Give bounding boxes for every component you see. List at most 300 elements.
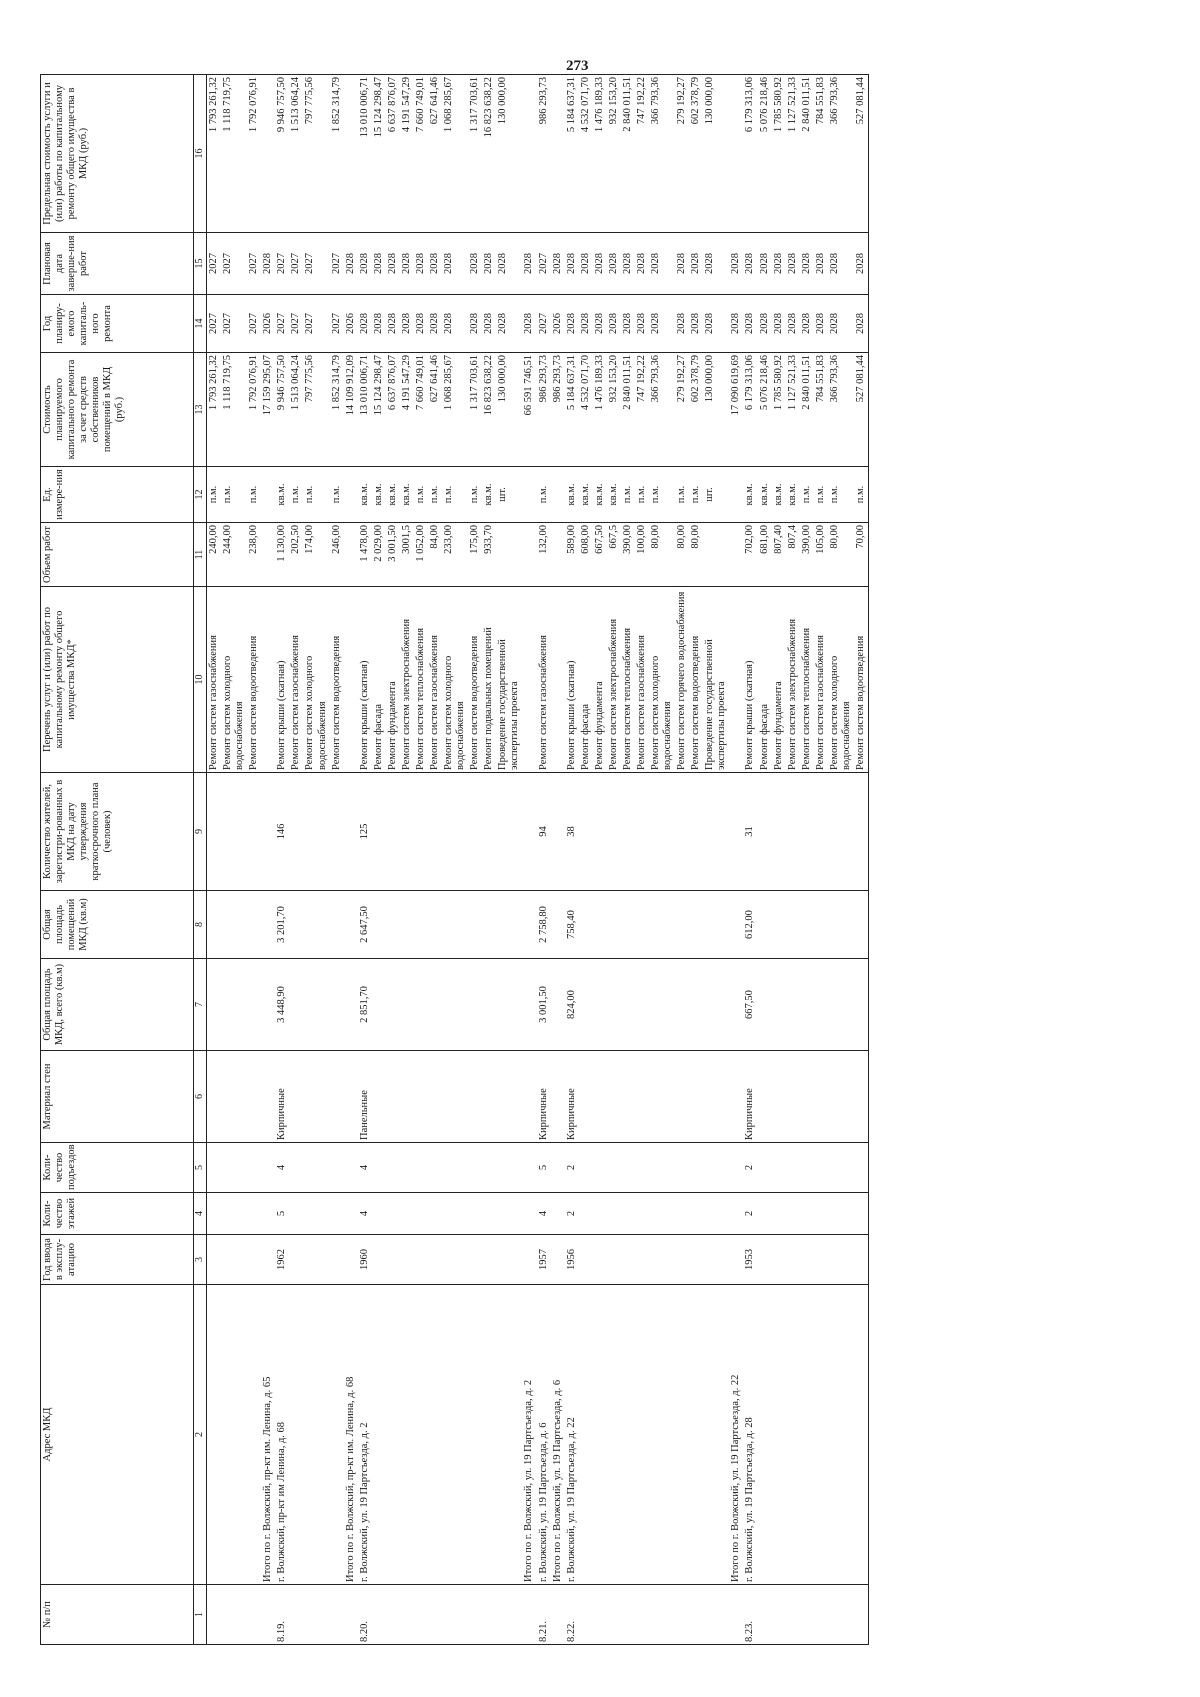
cell-floors (496, 1193, 522, 1235)
table-row (772, 75, 786, 1645)
cell-entrances (593, 1143, 607, 1193)
cell-repair-year: 2028 (468, 295, 482, 353)
cell-work-type: Ремонт фасада (372, 587, 386, 773)
column-number: 3 (194, 1235, 207, 1285)
cell-floors (414, 1193, 428, 1235)
cell-address (482, 1285, 496, 1585)
cell-unit: п.м. (428, 467, 442, 523)
cell-index: 8.19. (275, 1585, 289, 1645)
cell-wall-material (675, 1051, 689, 1143)
cell-residents (372, 773, 386, 891)
cell-wall-material: Кирпичные (537, 1051, 551, 1143)
cell-unit: п.м. (303, 467, 329, 523)
header-cell: Плановая дата заверше-ния работ (41, 233, 194, 295)
cell-address: Итого по г. Волжский, ул. 19 Партсъезда, д. 2 (522, 1285, 536, 1585)
cell-unit (261, 467, 275, 523)
cell-entrances (703, 1143, 729, 1193)
cell-repair-year: 2027 (330, 295, 344, 353)
cell-wall-material (828, 1051, 854, 1143)
cell-residents (330, 773, 344, 891)
cell-volume: 80,00 (675, 523, 689, 587)
cell-address: Итого по г. Волжский, пр-кт им. Ленина, д. 68 (344, 1285, 358, 1585)
cell-total-area: 824,00 (565, 959, 579, 1051)
cell-cost: 627 641,46 (428, 353, 442, 467)
cell-entrances (772, 1143, 786, 1193)
cell-wall-material (621, 1051, 635, 1143)
cell-unit: п.м. (442, 467, 468, 523)
cell-unit: кв.м. (275, 467, 289, 523)
cell-address (428, 1285, 442, 1585)
cell-index: 8.22. (565, 1585, 579, 1645)
cell-cost: 7 660 749,01 (414, 353, 428, 467)
cell-max-cost: 1 513 064,24 (289, 75, 303, 233)
cell-floors (221, 1193, 247, 1235)
cell-repair-year: 2028 (442, 295, 468, 353)
cell-entrances (854, 1143, 869, 1193)
cell-residents (675, 773, 689, 891)
cell-cost: 4 532 071,70 (579, 353, 593, 467)
cell-total-area (386, 959, 400, 1051)
cell-premises-area (496, 891, 522, 959)
cell-completion-date: 2028 (372, 233, 386, 295)
cell-unit: п.м. (621, 467, 635, 523)
cell-max-cost: 797 775,56 (303, 75, 329, 233)
cell-total-area (621, 959, 635, 1051)
cell-unit: п.м. (414, 467, 428, 523)
cell-address (303, 1285, 329, 1585)
cell-unit: кв.м. (400, 467, 414, 523)
table-row (468, 75, 482, 1645)
cell-unit (344, 467, 358, 523)
cell-address (579, 1285, 593, 1585)
cell-unit: п.м. (330, 467, 344, 523)
cell-residents (786, 773, 800, 891)
cell-completion-date: 2028 (786, 233, 800, 295)
cell-address (593, 1285, 607, 1585)
cell-premises-area (372, 891, 386, 959)
cell-year-built: 1962 (275, 1235, 289, 1285)
cell-work-type: Ремонт фасада (579, 587, 593, 773)
cell-index (428, 1585, 442, 1645)
cell-work-type: Ремонт систем водоотведения (247, 587, 261, 773)
cell-floors (551, 1193, 565, 1235)
cell-work-type: Ремонт систем холодного водоснабжения (221, 587, 247, 773)
cell-address: Итого по г. Волжский, ул. 19 Партсъезда, д. 22 (729, 1285, 743, 1585)
cell-total-area (344, 959, 358, 1051)
cell-index (675, 1585, 689, 1645)
cell-entrances (649, 1143, 675, 1193)
cell-floors: 2 (565, 1193, 579, 1235)
cell-wall-material (414, 1051, 428, 1143)
cell-completion-date: 2028 (800, 233, 814, 295)
cell-unit: п.м. (247, 467, 261, 523)
cell-work-type: Ремонт фундамента (593, 587, 607, 773)
cell-repair-year: 2028 (729, 295, 743, 353)
header-cell: Ед. измере-ния (41, 467, 194, 523)
cell-cost: 9 946 757,50 (275, 353, 289, 467)
cell-wall-material (482, 1051, 496, 1143)
cell-repair-year: 2028 (593, 295, 607, 353)
cell-year-built (621, 1235, 635, 1285)
cell-repair-year: 2028 (772, 295, 786, 353)
cell-wall-material (289, 1051, 303, 1143)
header-cell: Коли-чество этажей (41, 1193, 194, 1235)
cell-max-cost: 1 317 703,61 (468, 75, 482, 233)
cell-repair-year: 2028 (386, 295, 400, 353)
cell-unit: п.м. (854, 467, 869, 523)
table-row (386, 75, 400, 1645)
cell-entrances (689, 1143, 703, 1193)
cell-repair-year: 2028 (400, 295, 414, 353)
cell-year-built (289, 1235, 303, 1285)
cell-premises-area (303, 891, 329, 959)
cell-index (482, 1585, 496, 1645)
header-row (41, 75, 194, 1645)
table-row (303, 75, 329, 1645)
cell-index: 8.23. (743, 1585, 757, 1645)
cell-entrances (261, 1143, 275, 1193)
cell-max-cost: 784 551,83 (814, 75, 828, 233)
cell-entrances (247, 1143, 261, 1193)
table-row (442, 75, 468, 1645)
cell-year-built (386, 1235, 400, 1285)
cell-repair-year: 2028 (800, 295, 814, 353)
cell-residents (689, 773, 703, 891)
header-cell: Год планиру-емого капиталь-ного ремонта (41, 295, 194, 353)
cell-completion-date: 2028 (496, 233, 522, 295)
cell-unit: п.м. (814, 467, 828, 523)
cell-total-area (593, 959, 607, 1051)
cell-wall-material (689, 1051, 703, 1143)
cell-wall-material (703, 1051, 729, 1143)
cell-total-area (814, 959, 828, 1051)
header-cell: Год ввода в эксплу-атацию (41, 1235, 194, 1285)
cell-work-type: Ремонт систем водоотведения (330, 587, 344, 773)
cell-cost: 1 118 719,75 (221, 353, 247, 467)
column-number: 5 (194, 1143, 207, 1193)
cell-floors (772, 1193, 786, 1235)
table-row (289, 75, 303, 1645)
cell-index (607, 1585, 621, 1645)
header-cell: Коли-чество подъездов (41, 1143, 194, 1193)
cell-premises-area (522, 891, 536, 959)
cell-work-type: Ремонт систем холодного водоснабжения (442, 587, 468, 773)
cell-unit: кв.м. (372, 467, 386, 523)
cell-unit: кв.м. (758, 467, 772, 523)
cell-floors (468, 1193, 482, 1235)
cell-wall-material (400, 1051, 414, 1143)
cell-address (649, 1285, 675, 1585)
cell-unit: п.м. (689, 467, 703, 523)
cell-completion-date: 2028 (675, 233, 689, 295)
cell-wall-material (854, 1051, 869, 1143)
cell-total-area (729, 959, 743, 1051)
cell-repair-year: 2028 (565, 295, 579, 353)
cell-wall-material (468, 1051, 482, 1143)
cell-index (330, 1585, 344, 1645)
cell-index (289, 1585, 303, 1645)
cell-completion-date: 2027 (207, 233, 222, 295)
cell-premises-area (703, 891, 729, 959)
cell-total-area (414, 959, 428, 1051)
header-cell: Стоимость планируемого капитального ремонта за счет средств собственников помещений в МКД (руб.) (41, 353, 194, 467)
cell-premises-area (854, 891, 869, 959)
cell-year-built (593, 1235, 607, 1285)
cell-address (607, 1285, 621, 1585)
cell-unit: п.м. (800, 467, 814, 523)
cell-year-built (522, 1235, 536, 1285)
cell-total-area (828, 959, 854, 1051)
cell-floors (689, 1193, 703, 1235)
cell-floors (786, 1193, 800, 1235)
cell-repair-year: 2028 (358, 295, 372, 353)
cell-unit: кв.м. (743, 467, 757, 523)
cell-work-type: Ремонт систем газоснабжения (428, 587, 442, 773)
cell-completion-date: 2028 (400, 233, 414, 295)
header-cell: Предельная стоимость услуги и (или) работы по капитальному ремонту общего имущества в МКД (руб.) (41, 75, 194, 233)
cell-max-cost: 1 785 580,92 (772, 75, 786, 233)
cell-index (579, 1585, 593, 1645)
cell-max-cost: 4 532 071,70 (579, 75, 593, 233)
cell-total-area (496, 959, 522, 1051)
table-row (261, 75, 275, 1645)
cell-work-type (551, 587, 565, 773)
column-number: 12 (194, 467, 207, 523)
cell-cost: 986 293,73 (537, 353, 551, 467)
cell-year-built (221, 1235, 247, 1285)
cell-volume (496, 523, 522, 587)
cell-total-area: 3 001,50 (537, 959, 551, 1051)
cell-work-type: Ремонт систем теплоснабжения (414, 587, 428, 773)
cell-floors (428, 1193, 442, 1235)
table-row (828, 75, 854, 1645)
cell-wall-material (786, 1051, 800, 1143)
cell-cost: 16 823 638,22 (482, 353, 496, 467)
cell-address (330, 1285, 344, 1585)
cell-work-type: Ремонт крыши (скатная) (358, 587, 372, 773)
column-number: 6 (194, 1051, 207, 1143)
table-row (400, 75, 414, 1645)
cell-year-built (400, 1235, 414, 1285)
cell-entrances (207, 1143, 222, 1193)
cell-total-area (468, 959, 482, 1051)
cell-index (800, 1585, 814, 1645)
cell-completion-date: 2027 (247, 233, 261, 295)
cell-completion-date: 2028 (579, 233, 593, 295)
cell-total-area (786, 959, 800, 1051)
cell-index (621, 1585, 635, 1645)
cell-residents (289, 773, 303, 891)
cell-volume: 807,40 (772, 523, 786, 587)
cell-volume: 80,00 (689, 523, 703, 587)
cell-completion-date: 2028 (261, 233, 275, 295)
cell-entrances (372, 1143, 386, 1193)
cell-cost: 17 090 619,69 (729, 353, 743, 467)
cell-entrances (635, 1143, 649, 1193)
table-row (344, 75, 358, 1645)
cell-completion-date: 2028 (703, 233, 729, 295)
cell-max-cost: 7 660 749,01 (414, 75, 428, 233)
cell-premises-area (828, 891, 854, 959)
cell-repair-year: 2028 (414, 295, 428, 353)
cell-completion-date: 2028 (428, 233, 442, 295)
cell-address (400, 1285, 414, 1585)
cell-premises-area (207, 891, 222, 959)
cell-premises-area (635, 891, 649, 959)
cell-floors (729, 1193, 743, 1235)
cell-year-built (729, 1235, 743, 1285)
cell-premises-area (772, 891, 786, 959)
column-number: 10 (194, 587, 207, 773)
cell-premises-area: 2 647,50 (358, 891, 372, 959)
table-row (786, 75, 800, 1645)
cell-year-built: 1957 (537, 1235, 551, 1285)
cell-index (247, 1585, 261, 1645)
cell-cost: 279 192,27 (675, 353, 689, 467)
cell-volume (551, 523, 565, 587)
cell-total-area: 3 448,90 (275, 959, 289, 1051)
cell-cost: 5 076 218,46 (758, 353, 772, 467)
cell-year-built (372, 1235, 386, 1285)
cell-cost: 130 000,00 (703, 353, 729, 467)
cell-premises-area (221, 891, 247, 959)
column-number: 14 (194, 295, 207, 353)
cell-floors (593, 1193, 607, 1235)
cell-entrances (482, 1143, 496, 1193)
cell-volume: 1 130,00 (275, 523, 289, 587)
cell-repair-year: 2027 (207, 295, 222, 353)
capital-repair-table (40, 74, 869, 1645)
cell-index (344, 1585, 358, 1645)
cell-volume: 608,00 (579, 523, 593, 587)
cell-volume: 174,00 (303, 523, 329, 587)
cell-repair-year: 2028 (496, 295, 522, 353)
cell-floors (207, 1193, 222, 1235)
cell-volume: 589,00 (565, 523, 579, 587)
cell-max-cost: 1 068 285,67 (442, 75, 468, 233)
cell-work-type: Ремонт систем водоотведения (468, 587, 482, 773)
cell-completion-date: 2028 (468, 233, 482, 295)
cell-residents: 146 (275, 773, 289, 891)
cell-address (800, 1285, 814, 1585)
cell-max-cost: 932 153,20 (607, 75, 621, 233)
cell-completion-date: 2028 (358, 233, 372, 295)
cell-entrances (400, 1143, 414, 1193)
cell-residents (635, 773, 649, 891)
cell-year-built (303, 1235, 329, 1285)
cell-volume: 3 001,50 (386, 523, 400, 587)
cell-address (675, 1285, 689, 1585)
cell-volume: 233,00 (442, 523, 468, 587)
cell-cost: 130 000,00 (496, 353, 522, 467)
cell-unit: кв.м. (607, 467, 621, 523)
table-row (428, 75, 442, 1645)
cell-unit (729, 467, 743, 523)
cell-total-area (289, 959, 303, 1051)
rotated-table-sheet (40, 75, 1140, 1645)
column-number: 8 (194, 891, 207, 959)
header-cell: Количество жителей, зарегистри-рованных в МКД на дату утверждения краткосрочного плана (человек) (41, 773, 194, 891)
cell-cost: 15 124 298,47 (372, 353, 386, 467)
cell-address (289, 1285, 303, 1585)
header-cell: Общая площадь помещений МКД (кв.м) (41, 891, 194, 959)
column-number-row (194, 75, 207, 1645)
cell-year-built (675, 1235, 689, 1285)
cell-entrances: 4 (358, 1143, 372, 1193)
cell-premises-area (330, 891, 344, 959)
cell-cost: 1 852 314,79 (330, 353, 344, 467)
cell-wall-material: Кирпичные (743, 1051, 757, 1143)
cell-cost: 797 775,56 (303, 353, 329, 467)
column-number: 9 (194, 773, 207, 891)
table-row (221, 75, 247, 1645)
cell-premises-area (261, 891, 275, 959)
cell-completion-date: 2028 (689, 233, 703, 295)
cell-cost: 784 551,83 (814, 353, 828, 467)
cell-work-type: Ремонт систем электроснабжения (607, 587, 621, 773)
header-cell: Адрес МКД (41, 1285, 194, 1585)
cell-work-type (344, 587, 358, 773)
cell-floors (703, 1193, 729, 1235)
cell-index (786, 1585, 800, 1645)
cell-index (772, 1585, 786, 1645)
cell-floors (635, 1193, 649, 1235)
cell-index (442, 1585, 468, 1645)
cell-completion-date: 2027 (289, 233, 303, 295)
cell-floors (814, 1193, 828, 1235)
table-row (729, 75, 743, 1645)
cell-work-type: Ремонт фасада (758, 587, 772, 773)
cell-year-built: 1953 (743, 1235, 757, 1285)
cell-volume: 1 478,00 (358, 523, 372, 587)
cell-volume: 105,00 (814, 523, 828, 587)
cell-entrances (579, 1143, 593, 1193)
cell-year-built (800, 1235, 814, 1285)
cell-address: Итого по г. Волжский, ул. 19 Партсъезда, д. 6 (551, 1285, 565, 1585)
cell-wall-material (551, 1051, 565, 1143)
cell-index (828, 1585, 854, 1645)
cell-wall-material (579, 1051, 593, 1143)
cell-repair-year: 2028 (814, 295, 828, 353)
table-row (275, 75, 289, 1645)
cell-cost: 1 792 076,91 (247, 353, 261, 467)
cell-index (468, 1585, 482, 1645)
cell-volume: 667,5 (607, 523, 621, 587)
cell-year-built (496, 1235, 522, 1285)
table-row (758, 75, 772, 1645)
cell-volume: 2 029,00 (372, 523, 386, 587)
cell-volume: 70,00 (854, 523, 869, 587)
cell-index (703, 1585, 729, 1645)
cell-cost: 1 127 521,33 (786, 353, 800, 467)
cell-max-cost: 279 192,27 (675, 75, 689, 233)
cell-unit: кв.м. (565, 467, 579, 523)
cell-max-cost: 6 179 313,06 (743, 75, 757, 233)
cell-completion-date: 2028 (772, 233, 786, 295)
cell-wall-material (428, 1051, 442, 1143)
cell-total-area (703, 959, 729, 1051)
cell-completion-date: 2028 (607, 233, 621, 295)
cell-work-type: Ремонт систем газоснабжения (814, 587, 828, 773)
cell-unit: кв.м. (786, 467, 800, 523)
cell-wall-material (303, 1051, 329, 1143)
cell-total-area (221, 959, 247, 1051)
cell-address (635, 1285, 649, 1585)
cell-unit: кв.м. (358, 467, 372, 523)
cell-unit: п.м. (207, 467, 222, 523)
header-cell: № п/п (41, 1585, 194, 1645)
cell-index (854, 1585, 869, 1645)
